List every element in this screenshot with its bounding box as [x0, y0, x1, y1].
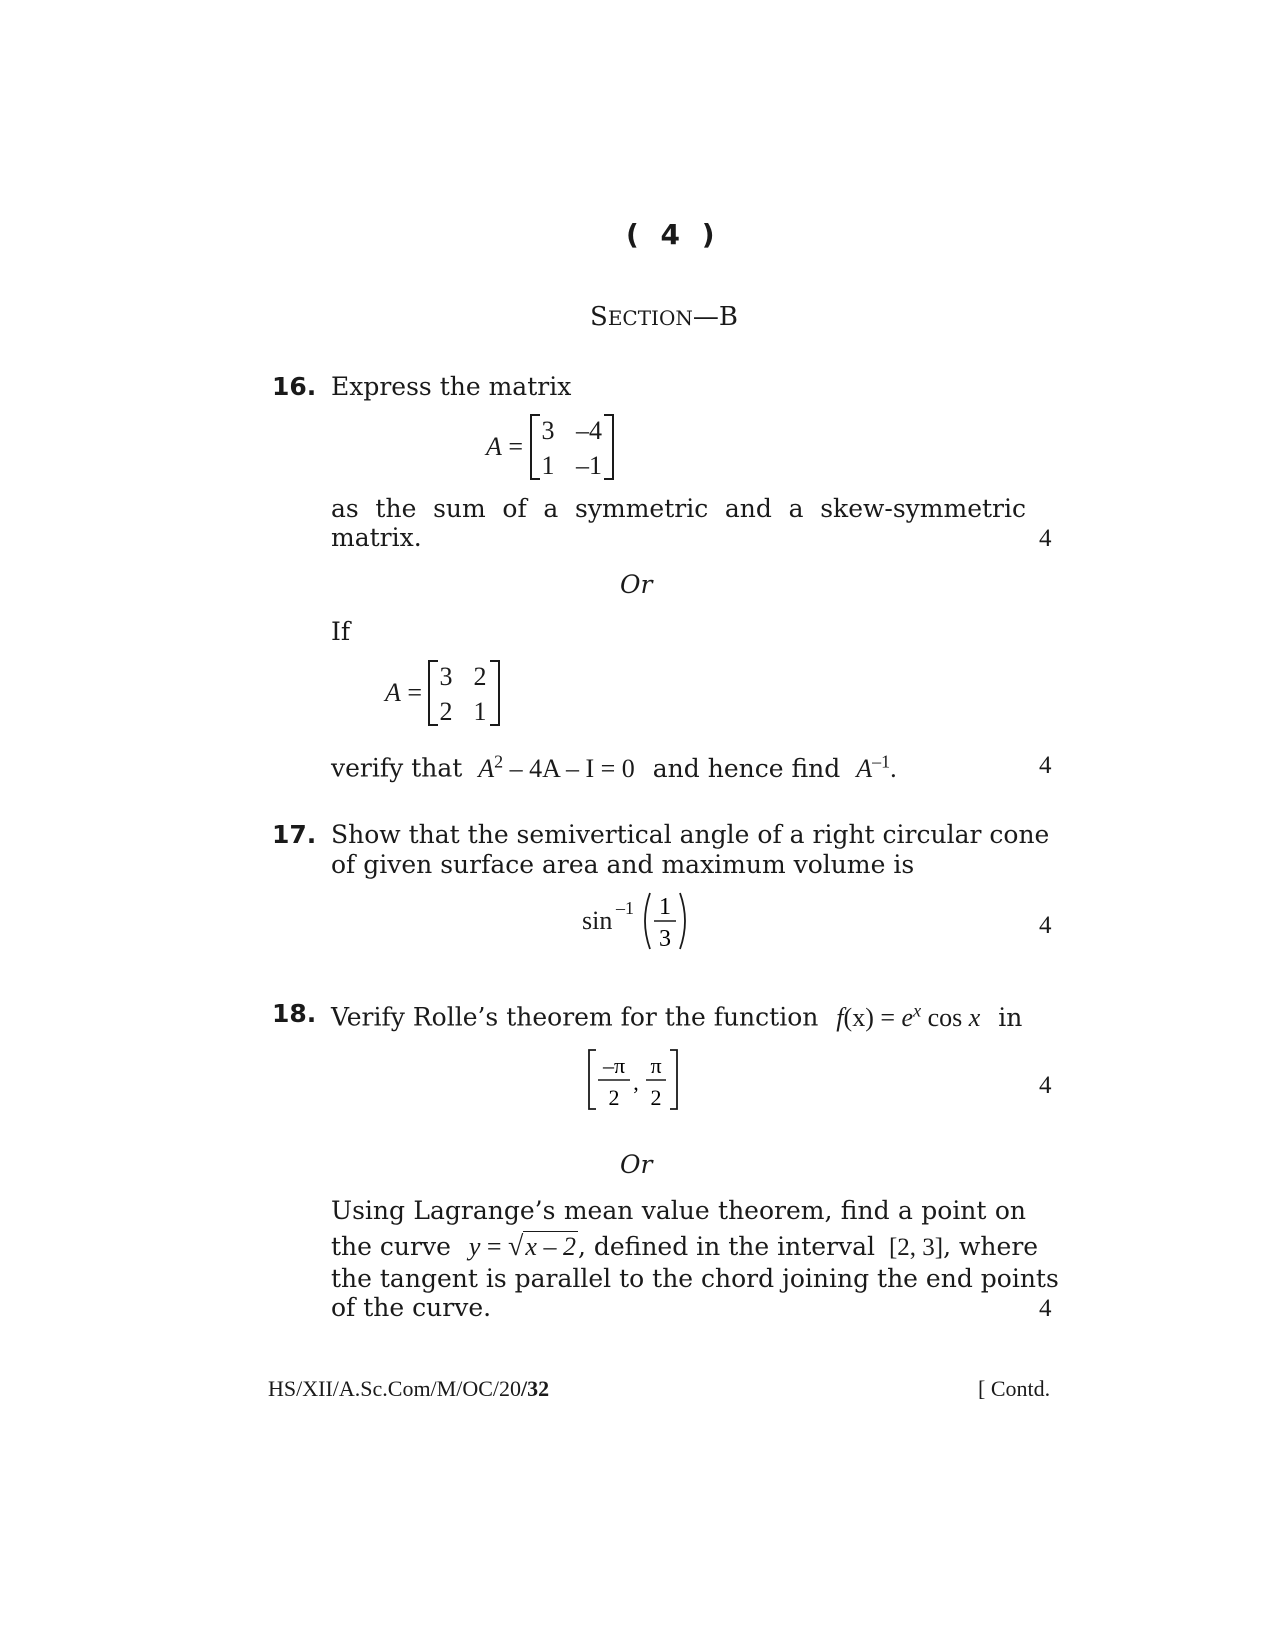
section-heading-prefix: S: [590, 302, 608, 332]
matrix2-cell: 3: [439, 662, 453, 691]
q17-number: 17.: [272, 820, 317, 849]
q18-sup: x: [913, 1000, 922, 1020]
matrix2-cell: 2: [439, 697, 453, 726]
q17-den: 3: [659, 926, 671, 952]
matrix2-left-bracket: [428, 660, 438, 726]
q18-curve-eq: =: [486, 1232, 502, 1261]
footer-contd: [ Contd.: [978, 1376, 1051, 1401]
page-number: ( 4 ): [626, 218, 721, 251]
interval-left-bracket: [589, 1050, 596, 1109]
q18-alt-line2-c: , where: [943, 1232, 1039, 1261]
matrix1-cell: 3: [541, 416, 555, 445]
q18-interval: [586, 1048, 680, 1112]
q18-marks: 4: [1039, 1072, 1052, 1099]
matrix1-left-bracket: [530, 414, 540, 480]
q16-and-hence: and hence find: [652, 753, 841, 783]
q18-var: x: [968, 1002, 981, 1032]
q16-matrix2-eq: =: [407, 678, 423, 707]
q16-text2-line1: as the sum of a symmetric and a skew-symmetric: [331, 494, 1026, 523]
q16-verify-text: verify that: [331, 753, 463, 783]
q17-line1: Show that the semivertical angle of a right circular cone: [331, 820, 1050, 849]
q18-curve-y: y: [468, 1232, 481, 1261]
q18-e: e: [901, 1002, 914, 1032]
footer-code-text: HS/XII/A.Sc.Com/M/OC/20: [268, 1376, 522, 1401]
q18-alt-line2-a: the curve: [331, 1232, 451, 1261]
interval-den-1: 2: [608, 1085, 620, 1110]
sqrt-icon: √: [508, 1231, 524, 1262]
q18-or: Or: [620, 1150, 653, 1179]
matrix2-cell: 2: [473, 662, 487, 691]
q17-num: 1: [659, 894, 671, 920]
matrix1-right-bracket: [604, 414, 614, 480]
q16-alt-marks: 4: [1039, 752, 1052, 779]
interval-right-bracket: [670, 1050, 677, 1109]
q16-or: Or: [620, 570, 653, 599]
q16-marks: 4: [1039, 525, 1052, 552]
q18-alt-marks: 4: [1039, 1295, 1052, 1322]
q16-inv-sup: –1: [872, 751, 891, 771]
matrix1-cell: 1: [541, 451, 555, 480]
q18-alt-line4: of the curve.: [331, 1293, 492, 1322]
q16-matrix1-name: A: [486, 432, 502, 461]
section-heading: [590, 302, 738, 332]
q18-alt-line2: [331, 1231, 1039, 1262]
q16-eq-rest: – 4A – I = 0: [503, 753, 635, 783]
interval-num-2: π: [650, 1053, 662, 1078]
q16-matrix1-eq: =: [508, 432, 524, 461]
section-heading-suffix: —B: [692, 302, 738, 332]
q18-cos: cos: [927, 1002, 963, 1032]
q18-alt-interval: [2, 3]: [888, 1234, 944, 1261]
q16-number: 16.: [272, 372, 317, 401]
q18-curve-radicand: x – 2: [525, 1232, 576, 1261]
q18-in: in: [998, 1002, 1023, 1032]
interval-num-1: –π: [602, 1053, 626, 1078]
q16-text: Express the matrix: [331, 372, 572, 401]
q17-marks: 4: [1039, 912, 1052, 939]
q16-verify-line: [331, 752, 897, 782]
q16-if: If: [331, 617, 351, 646]
q16-matrix2-name: A: [385, 678, 401, 707]
q18-alt-line1: Using Lagrange’s mean value theorem, find a point on: [331, 1196, 1026, 1225]
matrix2-cell: 1: [473, 697, 487, 726]
q16-inv-base: A: [856, 753, 873, 783]
q18-line1: [331, 1001, 1022, 1031]
q16-inverse: [856, 751, 897, 783]
q16-eq-base: A: [478, 753, 495, 783]
right-paren: [680, 893, 685, 949]
matrix1-cell: –1: [576, 451, 602, 480]
q18-alt-line2-b: , defined in the interval: [577, 1232, 876, 1261]
q18-fx: (x): [843, 1002, 874, 1032]
q16-equation: [478, 751, 635, 783]
q18-function: [836, 1000, 981, 1032]
matrix1-cell: –4: [576, 416, 602, 445]
q16-eq-sup: 2: [494, 751, 504, 771]
matrix2-right-bracket: [490, 660, 500, 726]
q17-parenthesis-fraction: [640, 890, 690, 952]
q18-f: f: [836, 1002, 844, 1032]
q17-func: sin: [582, 906, 613, 935]
q17-line2: of given surface area and maximum volume is: [331, 850, 915, 879]
footer-code-bold: /32: [521, 1376, 550, 1401]
q18-eq: =: [880, 1002, 896, 1032]
interval-comma: ,: [633, 1070, 639, 1095]
q18-alt-curve: [469, 1232, 578, 1261]
section-heading-small: ECTION: [607, 306, 693, 330]
q16-inv-period: .: [890, 753, 897, 783]
q16-text2-line2: matrix.: [331, 523, 422, 552]
q18-number: 18.: [272, 999, 317, 1028]
q18-line1-text: Verify Rolle’s theorem for the function: [331, 1002, 819, 1032]
left-paren: [645, 893, 650, 949]
footer-code: [268, 1376, 549, 1402]
q18-alt-line3: the tangent is parallel to the chord joining the end points: [331, 1264, 1059, 1293]
q17-sup: –1: [616, 898, 634, 918]
interval-den-2: 2: [650, 1085, 662, 1110]
